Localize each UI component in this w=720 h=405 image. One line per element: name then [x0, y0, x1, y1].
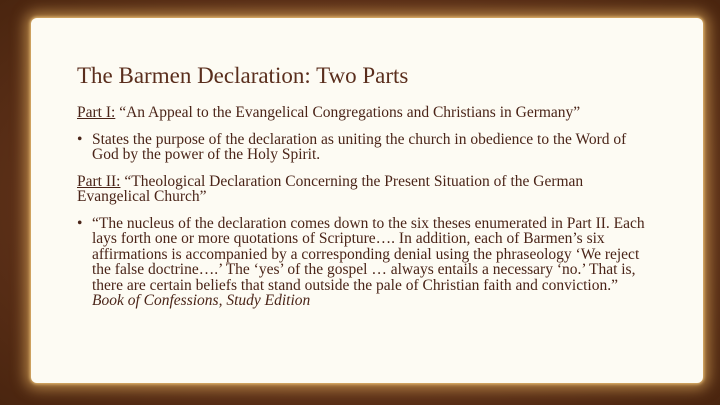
part-one-heading — [77, 105, 652, 121]
part-two-bullet — [77, 216, 652, 309]
part-two-title: “Theological Declaration Concerning the Present Situation of the German Evangelical Church” — [77, 172, 584, 205]
part-one-label: Part I: — [77, 104, 116, 121]
part-one-bullet-text: States the purpose of the declaration as uniting the church in obedience to the Word of God by the power of the Holy Spirit. — [92, 130, 627, 163]
bullet-glyph: • — [77, 214, 83, 232]
part-two-bullet-text: “The nucleus of the declaration comes down to the six theses enumerated in Part II. Each lays forth one or more quotations of Scripture…. In addition, each of Barmen’s six affirmations is accompanied by a corresponding denial using the phraseology ‘We reject the false doctrine….’ The ‘yes’ of the gospel … always entails a necessary ‘no.’ That is, there are certain beliefs that stand outside the pale of Christian faith and conviction.” — [92, 214, 645, 294]
bullet-glyph: • — [77, 130, 83, 148]
part-one-bullet — [77, 132, 652, 163]
slide-title: The Barmen Declaration: Two Parts — [77, 63, 409, 88]
citation: Book of Confessions, Study Edition — [92, 292, 311, 309]
part-one-title: “An Appeal to the Evangelical Congregations and Christians in Germany” — [115, 104, 581, 121]
part-two-heading — [77, 174, 652, 205]
slide-content — [77, 105, 652, 320]
part-two-label: Part II: — [77, 172, 121, 190]
